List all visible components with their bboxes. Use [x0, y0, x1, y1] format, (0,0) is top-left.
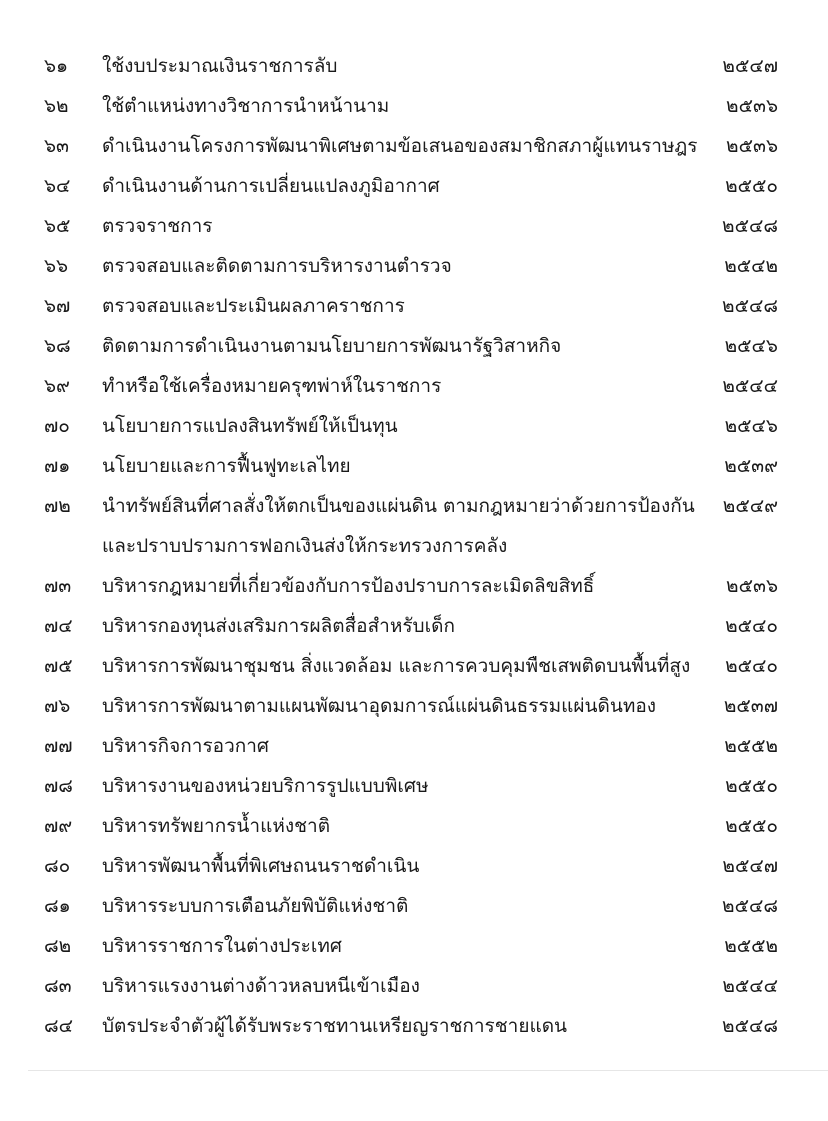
- item-number: ๖๙: [44, 375, 70, 397]
- item-number: ๖๔: [44, 175, 71, 197]
- item-year: ๒๕๓๖: [726, 575, 778, 597]
- item-title: บริหารกองทุนส่งเสริมการผลิตสื่อสำหรับเด็ก: [102, 615, 455, 637]
- item-year: ๒๕๕๒: [724, 935, 778, 957]
- item-year: ๒๕๔๔: [722, 375, 778, 397]
- list-item: [0, 46, 828, 86]
- item-year: ๒๕๓๖: [726, 95, 778, 117]
- item-number: ๘๑: [44, 895, 71, 917]
- item-title: ตรวจราชการ: [102, 215, 213, 237]
- item-number: ๘๐: [44, 855, 71, 877]
- item-number: ๖๗: [44, 295, 71, 317]
- item-number: ๖๖: [44, 255, 69, 277]
- list-item: [0, 326, 828, 366]
- item-title: บริหารราชการในต่างประเทศ: [102, 935, 342, 957]
- item-number: ๗๙: [44, 815, 73, 837]
- item-number: ๖๑: [44, 55, 69, 77]
- item-title: ทำหรือใช้เครื่องหมายครุฑพ่าห์ในราชการ: [102, 375, 442, 397]
- item-title: ใช้งบประมาณเงินราชการลับ: [102, 55, 338, 77]
- list-item: [0, 606, 828, 646]
- list-item: [0, 206, 828, 246]
- bottom-divider: [28, 1070, 828, 1071]
- list-item: [0, 766, 828, 806]
- item-title: บริหารการพัฒนาตามแผนพัฒนาอุดมการณ์แผ่นดินธรรมแผ่นดินทอง: [102, 695, 657, 717]
- item-year: ๒๕๕๐: [725, 175, 778, 197]
- item-number: ๗๐: [44, 415, 70, 437]
- item-title: บริหารการพัฒนาชุมชน สิ่งแวดล้อม และการควบคุมพืชเสพติดบนพื้นที่สูง: [102, 655, 691, 677]
- item-title: ติดตามการดำเนินงานตามนโยบายการพัฒนารัฐวิสาหกิจ: [102, 335, 562, 357]
- list-item: [0, 806, 828, 846]
- item-year: ๒๕๔๐: [725, 655, 778, 677]
- list-item: [0, 1006, 828, 1046]
- item-year: ๒๕๓๗: [723, 695, 778, 717]
- item-title: ตรวจสอบและประเมินผลภาคราชการ: [102, 295, 405, 317]
- item-year: ๒๕๔๘: [722, 295, 778, 317]
- item-year: ๒๕๔๘: [722, 1015, 778, 1037]
- item-number: ๗๒: [44, 495, 71, 517]
- list-item: [0, 246, 828, 286]
- item-number: ๘๒: [44, 935, 72, 957]
- item-title: นำทรัพย์สินที่ศาลสั่งให้ตกเป็นของแผ่นดิน ตามกฎหมายว่าด้วยการป้องกัน: [102, 495, 695, 517]
- list-item: [0, 926, 828, 966]
- list-item: [0, 86, 828, 126]
- item-number: ๘๔: [44, 1015, 74, 1037]
- list-item: [0, 286, 828, 326]
- item-title: นโยบายและการฟื้นฟูทะเลไทย: [102, 455, 351, 477]
- item-number: ๖๓: [44, 135, 70, 157]
- item-number: ๗๓: [44, 575, 72, 597]
- item-year: ๒๕๔๖: [724, 415, 778, 437]
- item-title: ดำเนินงานโครงการพัฒนาพิเศษตามข้อเสนอของสมาชิกสภาผู้แทนราษฎร: [102, 135, 698, 157]
- list-item: [0, 126, 828, 166]
- item-number: ๗๗: [44, 735, 73, 757]
- item-number: ๗๘: [44, 775, 73, 797]
- item-number: ๗๖: [44, 695, 71, 717]
- item-title: ดำเนินงานด้านการเปลี่ยนแปลงภูมิอากาศ: [102, 175, 440, 197]
- list-item: [0, 646, 828, 686]
- list-item: [0, 406, 828, 446]
- item-title: บริหารกิจการอวกาศ: [102, 735, 269, 757]
- item-year: ๒๕๔๙: [722, 495, 778, 517]
- item-title: ใช้ตำแหน่งทางวิชาการนำหน้านาม: [102, 95, 390, 117]
- item-year: ๒๕๔๗: [722, 55, 778, 77]
- item-number: ๗๑: [44, 455, 71, 477]
- item-number: ๖๒: [44, 95, 69, 117]
- item-year: ๒๕๔๖: [724, 335, 778, 357]
- item-year: ๒๕๔๗: [722, 855, 778, 877]
- item-title: บัตรประจำตัวผู้ได้รับพระราชทานเหรียญราชการชายแดน: [102, 1015, 568, 1037]
- item-number: ๘๓: [44, 975, 72, 997]
- item-year: ๒๕๓๙: [724, 455, 778, 477]
- item-title: บริหารทรัพยากรน้ำแห่งชาติ: [102, 815, 331, 837]
- item-title: บริหารแรงงานต่างด้าวหลบหนีเข้าเมือง: [102, 975, 420, 997]
- item-year: ๒๕๔๒: [724, 255, 778, 277]
- list-item: [0, 446, 828, 486]
- item-year: ๒๕๔๘: [722, 895, 778, 917]
- item-title: ตรวจสอบและติดตามการบริหารงานตำรวจ: [102, 255, 452, 277]
- item-title: บริหารงานของหน่วยบริการรูปแบบพิเศษ: [102, 775, 429, 797]
- list-item: [0, 886, 828, 926]
- list-item: [0, 486, 828, 566]
- item-year: ๒๕๔๘: [722, 215, 778, 237]
- item-title: บริหารพัฒนาพื้นที่พิเศษถนนราชดำเนิน: [102, 855, 420, 877]
- list-item: [0, 166, 828, 206]
- item-year: ๒๕๓๖: [726, 135, 778, 157]
- item-number: ๗๕: [44, 655, 73, 677]
- item-title: นโยบายการแปลงสินทรัพย์ให้เป็นทุน: [102, 415, 398, 437]
- item-year: ๒๕๕๐: [725, 775, 778, 797]
- item-year: ๒๕๔๐: [725, 615, 778, 637]
- list-item: [0, 966, 828, 1006]
- item-title: และปราบปรามการฟอกเงินส่งให้กระทรวงการคลัง: [102, 535, 508, 557]
- list-item: [0, 726, 828, 766]
- item-title: บริหารกฎหมายที่เกี่ยวข้องกับการป้องปราบการละเมิดลิขสิทธิ์: [102, 575, 595, 597]
- item-year: ๒๕๕๒: [724, 735, 778, 757]
- list-item: [0, 566, 828, 606]
- item-title: บริหารระบบการเตือนภัยพิบัติแห่งชาติ: [102, 895, 409, 917]
- list-item: [0, 366, 828, 406]
- item-year: ๒๕๔๔: [722, 975, 778, 997]
- item-year: ๒๕๕๐: [725, 815, 778, 837]
- list-item: [0, 686, 828, 726]
- item-number: ๖๘: [44, 335, 71, 357]
- list-item: [0, 846, 828, 886]
- item-number: ๗๔: [44, 615, 73, 637]
- item-number: ๖๕: [44, 215, 71, 237]
- regulation-list: [0, 46, 828, 1046]
